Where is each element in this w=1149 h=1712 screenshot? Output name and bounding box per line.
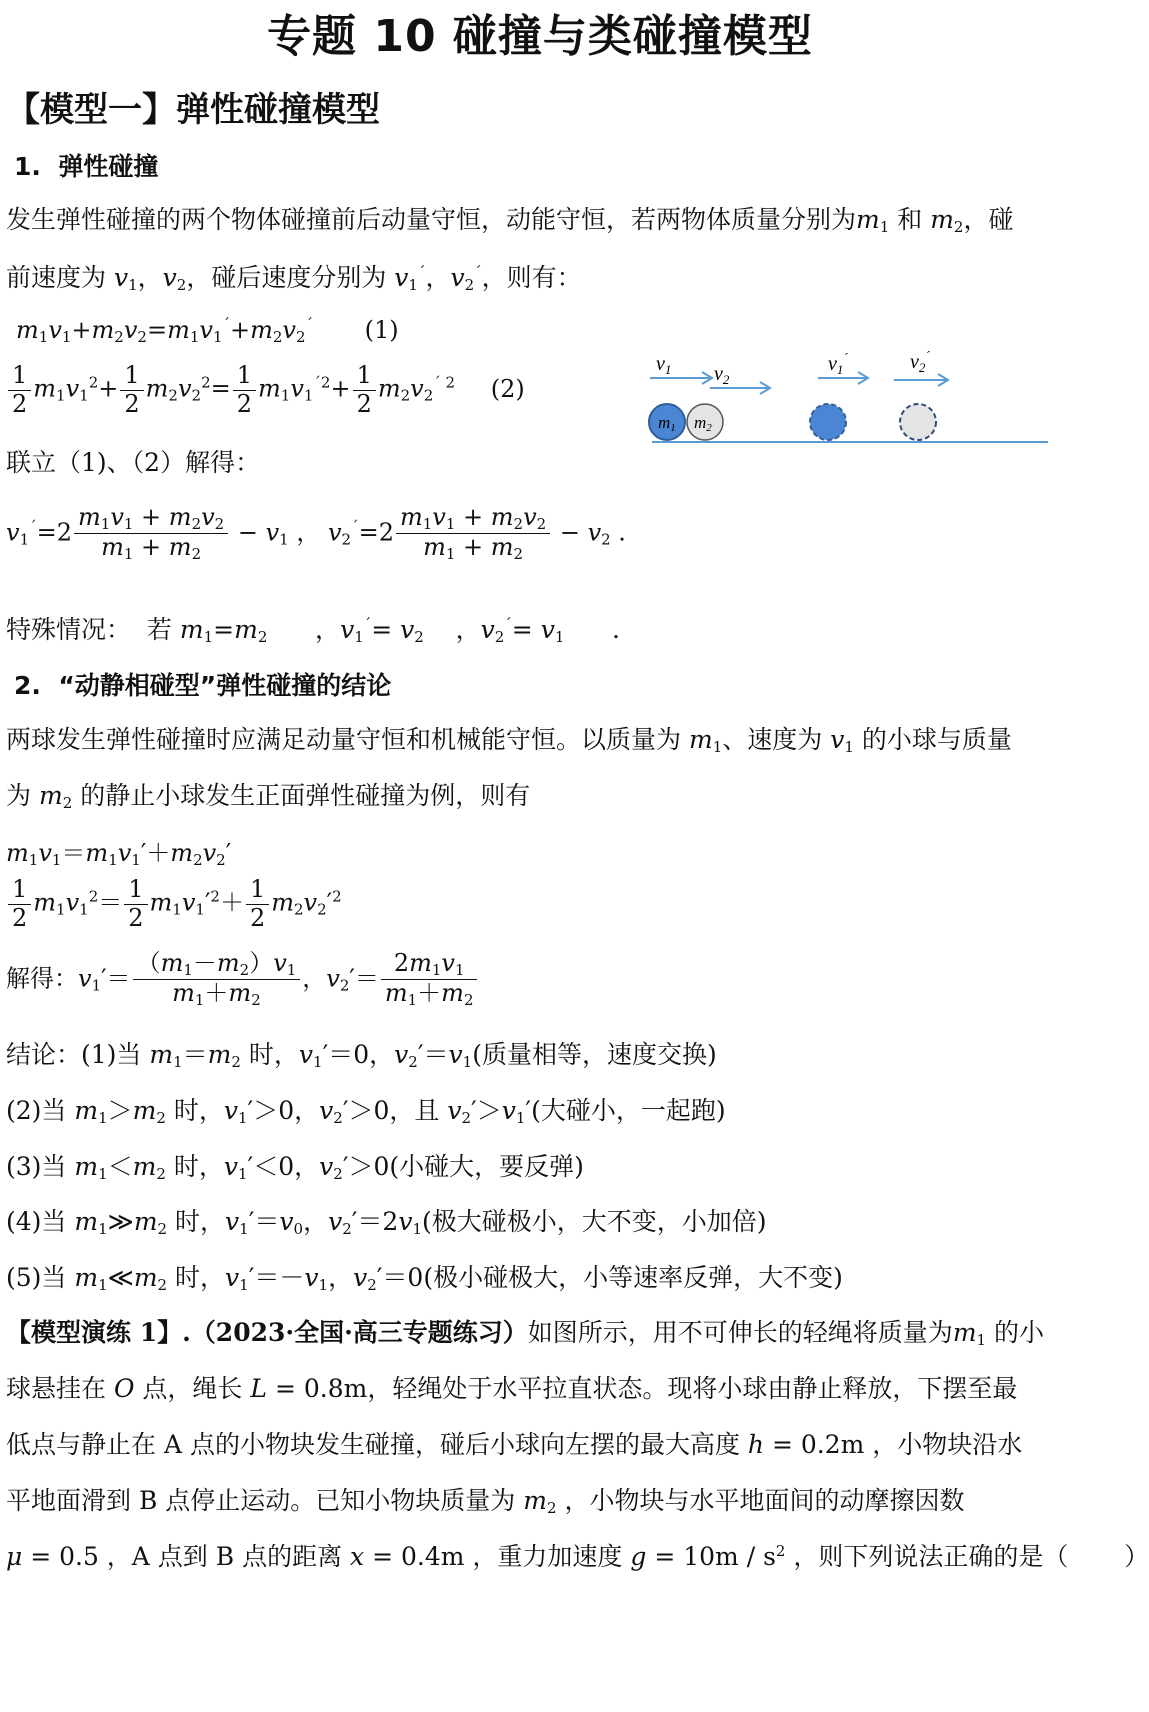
p2a-text: 两球发生弹性碰撞时应满足动量守恒和机械能守恒。以质量为 [6, 725, 682, 754]
joint-solve-text: 联立（1)、（2）解得： [6, 448, 261, 477]
special-case: 特殊情况： 若 $m_1=m_2$ ，$v_1^´= v_2$ ，$v_2^´= v_1$ . [6, 615, 620, 646]
equation-1-label: (1) [364, 316, 399, 344]
model1-heading: 【模型一】弹性碰撞模型 [6, 90, 380, 130]
equation-2: $\frac{1}{2}$ $m_1v_1^2+$ $\frac{1}{2}$ $m_2v_2^2=$ $\frac{1}{2}$ $m_1v_1^{´2}+$ $\frac{1}{2}$ $m_2v_2^{´ 2}$ (2) [6, 362, 525, 418]
p2c-text: 的小球与质量 [861, 725, 1012, 754]
solve-equation: 解得：$v_1'=$ $\frac{(m_1-m_2)v_1}{m_1+m_2}$ ，$v_2'=$ $\frac{2m_1v_1}{m_1+m_2}$ [6, 950, 479, 1010]
conclusion-3-note: (小碰大，要反弹) [389, 1152, 584, 1181]
equation-1: $m_1v_1+m_2v_2=m_1v_1^´+m_2v_2^´$ (1) [16, 315, 399, 346]
exercise-line-3: 低点与静止在 A 点的小物块发生碰撞，碰后小球向左摆的最大高度 h = 0.2m ，小物块沿水 [6, 1430, 1023, 1459]
ball-m2 [687, 404, 723, 440]
section1-heading [14, 147, 158, 183]
conclusion-3: (3)当 $m_1<m_2$ 时，$v_1'<0$，$v_2'>0$(小碰大，要反弹) [6, 1152, 584, 1183]
energy-equation: $\frac{1}{2}$ $m_1v_1^2=$ $\frac{1}{2}$ $m_1v_1'^2+$ $\frac{1}{2}$ $m_2v_2'^2$ [6, 876, 342, 932]
exercise-l4a: 平地面滑到 B 点停止运动。已知小物块质量为 [6, 1486, 516, 1515]
conclusion-4-note: (极大碰极小，大不变，小加倍) [422, 1207, 767, 1236]
exercise-tag: 【模型演练 1】.（2023·全国·高三专题练习） [6, 1318, 528, 1347]
exercise-l3a: 低点与静止在 A 点的小物块发生碰撞，碰后小球向左摆的最大高度 [6, 1430, 740, 1459]
section2-heading [14, 666, 391, 702]
arrow-v1-prime [818, 350, 868, 384]
conclusion-4: (4)当 $m_1≫m_2$ 时，$v_1'=v_0$，$v_2'=2v_1$(极大碰极小，大不变，小加倍) [6, 1207, 767, 1238]
exercise-l5d: ） [1124, 1542, 1149, 1571]
conclusion-2: (2)当 $m_1>m_2$ 时，$v_1'>0$，$v_2'>0$，且 $v_2'>v_1'$(大碰小，一起跑) [6, 1096, 726, 1127]
p1b-text: 前速度为 [6, 263, 107, 292]
ball-m1-after [810, 404, 846, 440]
momentum-equation: $m_1v_1=m_1v_1'+m_2v_2'$ [6, 839, 232, 869]
svg-text:v1: $v_1$ [656, 353, 672, 377]
svg-text:v1´: $v_1^´$ [828, 350, 848, 377]
p1d-text: ，则有： [481, 263, 582, 292]
exercise-l5a: ，A 点到 B 点的距离 [106, 1542, 343, 1571]
page-title: 专题 10 碰撞与类碰撞模型 [267, 11, 813, 62]
arrow-v2 [710, 363, 770, 394]
equation-2-label: (2) [490, 374, 525, 403]
ball-m2-after [900, 404, 936, 440]
section2-number: 2. [14, 671, 41, 700]
section1-title: 弹性碰撞 [58, 152, 159, 181]
exercise-line-1: 【模型演练 1】.（2023·全国·高三专题练习）如图所示，用不可伸长的轻绳将质量为$m_1$ 的小 [6, 1318, 1045, 1349]
special-label: 特殊情况： [6, 615, 132, 644]
svg-text:m2: m2 [694, 413, 712, 434]
exercise-l2b: 点，绳长 [142, 1374, 243, 1403]
exercise-l2c: ，轻绳处于水平拉直状态。现将小球由静止释放，下摆至最 [367, 1374, 1018, 1403]
conclusion-1-note: (质量相等，速度交换) [472, 1040, 717, 1069]
exercise-l5c: ，则下列说法正确的是（ [793, 1542, 1069, 1571]
conclusion-1: 结论：(1)当 $m_1=m_2$ 时，$v_1'=0$，$v_2'=v_1$(质量相等，速度交换) [6, 1040, 717, 1071]
exercise-line-5: μ = 0.5 ，A 点到 B 点的距离 x = 0.4m ，重力加速度 $g = 10m / s^2$ ，则下列说法正确的是（ ） [6, 1542, 1149, 1571]
exercise-line-4: 平地面滑到 B 点停止运动。已知小物块质量为 $m_2$ ，小物块与水平地面间的动摩擦因数 [6, 1486, 965, 1517]
exercise-l5b: ，重力加速度 [472, 1542, 623, 1571]
paragraph-2a: 两球发生弹性碰撞时应满足动量守恒和机械能守恒。以质量为 $m_1$、速度为 $v_1$ 的小球与质量 [6, 725, 1012, 756]
p2d-text: 为 [6, 781, 32, 810]
exercise-l1: 如图所示，用不可伸长的轻绳将质量为 [527, 1318, 953, 1347]
ball-m1 [649, 404, 685, 440]
collision-diagram [650, 350, 1050, 460]
solution-equation: $v_1^´=2$ $\frac{m_1v_1 + m_2v_2}{m_1 + m_2}$ − $v_1$ ， $v_2^´=2$ $\frac{m_1v_1 + m_2v_2}{m_1 + m_2}$ − $v_2$ . [6, 503, 626, 564]
p2b-text: 、速度为 [722, 725, 823, 754]
arrow-v1 [650, 353, 712, 384]
svg-text:v2: $v_2$ [714, 363, 730, 387]
conclusion-5: (5)当 $m_1≪m_2$ 时，$v_1'=-v_1$，$v_2'=0$(极小碰极大，小等速率反弹，大不变) [6, 1263, 843, 1294]
p2e-text: 的静止小球发生正面弹性碰撞为例，则有 [80, 781, 531, 810]
p1c-text: ，碰后速度分别为 [186, 263, 387, 292]
solve-label: 解得： [6, 964, 78, 993]
section1-number: 1. [14, 152, 41, 181]
special-if: 若 [146, 615, 172, 644]
svg-text:v2´: $v_2^´$ [910, 348, 930, 375]
conclusion-label: 结论： [6, 1040, 82, 1069]
arrow-v2-prime [894, 348, 948, 386]
conclusion-5-note: (极小碰极大，小等速率反弹，大不变) [423, 1263, 843, 1292]
exercise-line-2: 球悬挂在 O 点，绳长 L = 0.8m，轻绳处于水平拉直状态。现将小球由静止释放，下摆至最 [6, 1374, 1018, 1403]
section2-title: “动静相碰型”弹性碰撞的结论 [58, 671, 392, 700]
p1a-text: 发生弹性碰撞的两个物体碰撞前后动量守恒，动能守恒，若两物体质量分别为 [6, 205, 857, 234]
exercise-l2a: 球悬挂在 [6, 1374, 107, 1403]
paragraph-2b: 为 $m_2$ 的静止小球发生正面弹性碰撞为例，则有 [6, 781, 531, 812]
exercise-l4b: ，小物块与水平地面间的动摩擦因数 [564, 1486, 965, 1515]
exercise-l1b: 的小 [994, 1318, 1045, 1347]
exercise-l3b: ，小物块沿水 [872, 1430, 1023, 1459]
svg-text:m1: m1 [658, 413, 676, 434]
paragraph-1b: 前速度为 $v_1$，$v_2$，碰后速度分别为 $v_1^´$，$v_2^´$，则有： [6, 263, 582, 294]
conclusion-2-note: (大碰小，一起跑) [531, 1096, 726, 1125]
paragraph-1a: 发生弹性碰撞的两个物体碰撞前后动量守恒，动能守恒，若两物体质量分别为$m_1$ 和 $m_2$，碰 [6, 205, 1014, 236]
